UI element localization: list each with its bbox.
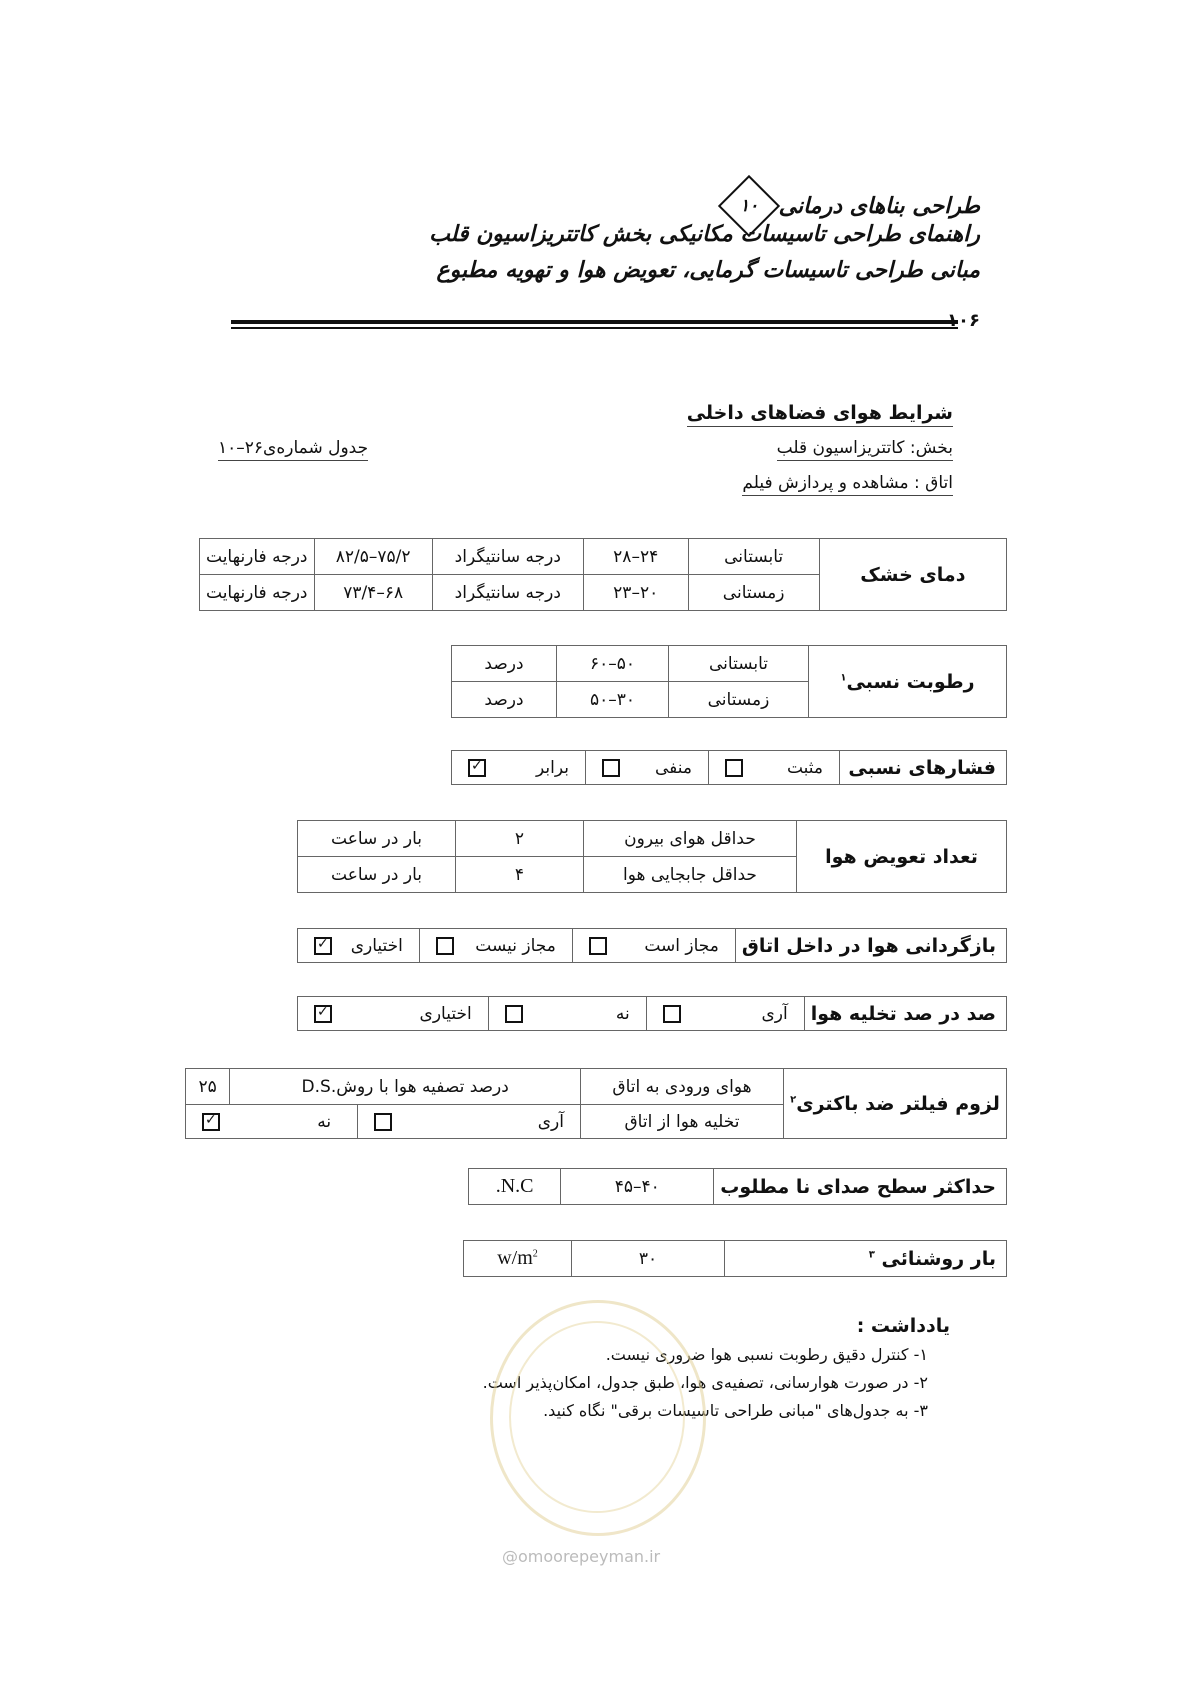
checkbox-optional[interactable] — [314, 1005, 332, 1023]
header-line-2: راهنمای طراحی تاسیسات مکانیکی بخش کاتتریزاسیون قلب — [429, 222, 980, 247]
noise-table — [468, 1168, 1007, 1205]
watermark: @omoorepeyman.ir — [502, 1547, 661, 1566]
lighting-label: بار روشنائی $^۳$ — [725, 1241, 1007, 1277]
filter-table — [185, 1068, 1007, 1139]
section-title: شرایط هوای فضاهای داخلی — [687, 402, 953, 427]
humidity-season: زمستانی — [669, 682, 809, 718]
exhaust-option-optional[interactable]: اختیاری ✓ — [298, 997, 489, 1031]
humidity-season: تابستانی — [669, 646, 809, 682]
dry-temp-c-range: ۲۴–۲۸ — [583, 539, 688, 575]
checkbox-yes[interactable] — [374, 1113, 392, 1131]
recirculation-label: بازگردانی هوا در داخل اتاق — [735, 929, 1006, 963]
exhaust-option-yes[interactable]: آری — [646, 997, 804, 1031]
header-title: طراحی بناهای درمانی — [778, 193, 980, 219]
filter-option-yes[interactable]: آری — [358, 1105, 581, 1139]
dry-temp-f-unit: درجه فارنهایت — [200, 575, 315, 611]
dry-temp-f-range: ۷۵/۲–۸۲/۵ — [314, 539, 432, 575]
checkbox-negative[interactable] — [602, 759, 620, 777]
dry-temp-c-range: ۲۰–۲۳ — [583, 575, 688, 611]
checkbox-not-allowed[interactable] — [436, 937, 454, 955]
notes-title: یادداشت : — [856, 1315, 950, 1337]
header-rule-thick — [231, 320, 958, 324]
filter-inlet: هوای ورودی به اتاق — [581, 1069, 784, 1105]
air-change-item: حداقل هوای بیرون — [584, 821, 797, 857]
pressure-option-positive[interactable]: مثبت — [709, 751, 840, 785]
recirculation-option-not-allowed[interactable]: مجاز نیست — [419, 929, 572, 963]
dry-temp-f-unit: درجه فارنهایت — [200, 539, 315, 575]
humidity-unit: درصد — [452, 682, 557, 718]
noise-unit: N.C. — [469, 1169, 561, 1205]
header-line-3: مبانی طراحی تاسیسات گرمایی، تعویض هوا و تهویه مطبوع — [436, 258, 980, 283]
exhaust-label: صد در صد تخلیه هوا — [804, 997, 1006, 1031]
note-item: ۳- به جدول‌های "مبانی طراحی تاسیسات برقی" نگاه کنید. — [543, 1401, 928, 1420]
exhaust-table — [297, 996, 1007, 1031]
dry-temp-c-unit: درجه سانتیگراد — [432, 575, 583, 611]
lighting-unit: $w/m^2$ — [464, 1241, 572, 1277]
lighting-value: ۳۰ — [572, 1241, 725, 1277]
noise-value: ۴۰–۴۵ — [561, 1169, 714, 1205]
pressure-table — [451, 750, 1007, 785]
checkbox-yes[interactable] — [663, 1005, 681, 1023]
humidity-label: رطوبت نسبی$^۱$ — [809, 646, 1007, 718]
air-change-table — [297, 820, 1007, 893]
note-item: ۱- کنترل دقیق رطوبت نسبی هوا ضروری نیست. — [605, 1345, 928, 1364]
lighting-table — [463, 1240, 1007, 1277]
humidity-range: ۳۰–۵۰ — [557, 682, 669, 718]
checkbox-allowed[interactable] — [589, 937, 607, 955]
checkbox-optional[interactable] — [314, 937, 332, 955]
dry-temp-f-range: ۶۸–۷۳/۴ — [314, 575, 432, 611]
pressure-option-negative[interactable]: منفی — [586, 751, 709, 785]
dry-temp-season: تابستانی — [688, 539, 819, 575]
humidity-range: ۵۰–۶۰ — [557, 646, 669, 682]
checkbox-positive[interactable] — [725, 759, 743, 777]
air-change-label: تعداد تعویض هوا — [797, 821, 1007, 893]
filter-exhaust: تخلیه هوا از اتاق — [581, 1105, 784, 1139]
dry-temp-season: زمستانی — [688, 575, 819, 611]
department: بخش: کاتتریزاسیون قلب — [777, 438, 953, 461]
exhaust-option-no[interactable]: نه — [488, 997, 646, 1031]
humidity-table — [451, 645, 1007, 718]
pressure-label: فشارهای نسبی — [840, 751, 1007, 785]
stamp-logo — [490, 1300, 706, 1536]
filter-efficiency-value: ۲۵ — [186, 1069, 230, 1105]
header-rule-thin — [231, 327, 958, 329]
filter-efficiency-desc: درصد تصفیه هوا با روش.D.S — [230, 1069, 581, 1105]
room: اتاق : مشاهده و پردازش فیلم — [742, 473, 953, 496]
dry-temp-table — [199, 538, 1007, 611]
air-change-value: ۲ — [456, 821, 584, 857]
air-change-unit: بار در ساعت — [298, 821, 456, 857]
checkbox-equal[interactable] — [468, 759, 486, 777]
note-item: ۲- در صورت هوارسانی، تصفیه‌ی هوا، طبق جدول، امکان‌پذیر است. — [482, 1373, 928, 1392]
air-change-item: حداقل جابجایی هوا — [584, 857, 797, 893]
chapter-badge: ۱۰ — [718, 175, 780, 237]
table-number: جدول شماره‌ی۲۶–۱۰ — [218, 438, 368, 461]
humidity-unit: درصد — [452, 646, 557, 682]
checkbox-no[interactable] — [505, 1005, 523, 1023]
pressure-option-equal[interactable]: برابر ✓ — [452, 751, 586, 785]
checkbox-no[interactable] — [202, 1113, 220, 1131]
recirculation-option-allowed[interactable]: مجاز است — [572, 929, 735, 963]
recirculation-table — [297, 928, 1007, 963]
dry-temp-c-unit: درجه سانتیگراد — [432, 539, 583, 575]
recirculation-option-optional[interactable]: اختیاری ✓ — [298, 929, 420, 963]
filter-label: لزوم فیلتر ضد باکتری$^۲$ — [784, 1069, 1007, 1139]
air-change-unit: بار در ساعت — [298, 857, 456, 893]
noise-label: حداکثر سطح صدای نا مطلوب — [714, 1169, 1007, 1205]
page-number: ۱۰۶ — [947, 310, 980, 331]
air-change-value: ۴ — [456, 857, 584, 893]
filter-option-no[interactable]: نه ✓ — [186, 1105, 358, 1139]
dry-temp-label: دمای خشک — [819, 539, 1006, 611]
